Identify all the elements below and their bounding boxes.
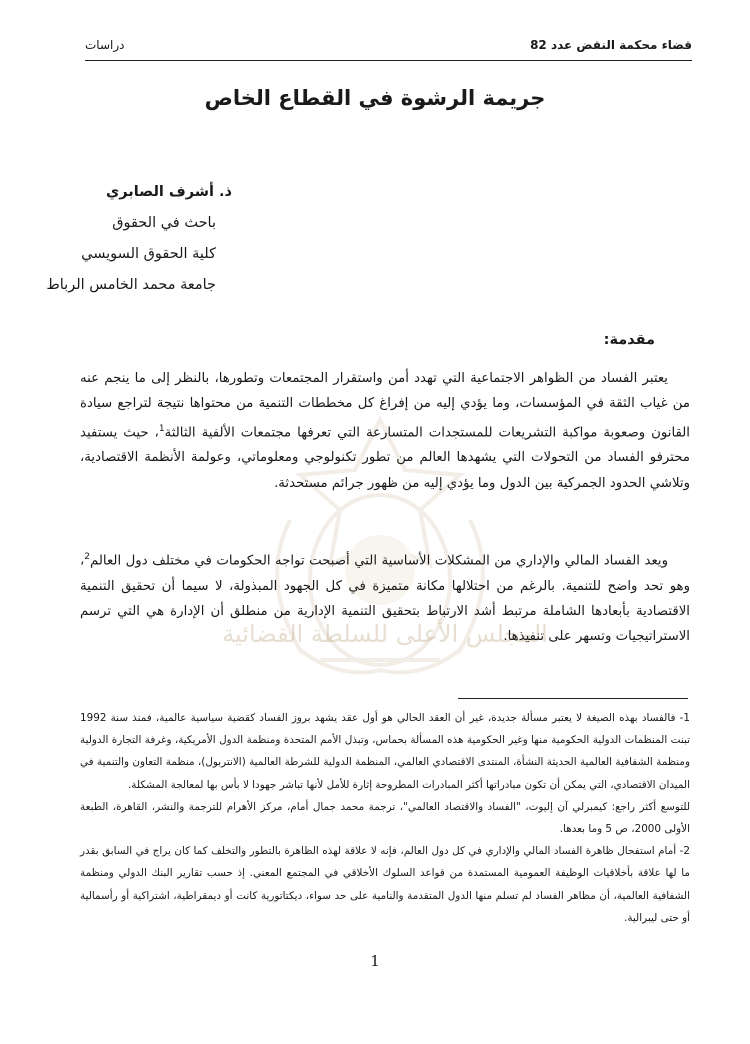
page-number: 1 — [370, 952, 380, 970]
footnote-divider — [458, 698, 688, 699]
author-faculty: كلية الحقوق السويسي — [81, 246, 216, 262]
author-name: ذ. أشرف الصابري — [105, 184, 232, 200]
footnote-ref-1[interactable]: 1 — [158, 423, 165, 434]
section-label: دراسات — [85, 38, 125, 52]
paragraph-2 — [80, 545, 690, 650]
journal-label: قضاء محكمة النقض عدد 82 — [530, 38, 692, 52]
author-university: جامعة محمد الخامس الرباط — [46, 277, 216, 293]
paragraph-1 — [80, 366, 690, 496]
header-divider — [85, 60, 692, 61]
paragraph-2-part-b: ، وهو تحد واضح للتنمية. بالرغم من احتلالها مكانة متميزة في كل الجهود المبذولة، لا سيما أن تحقيق التنمية الاقتصادية بأبعادها الشاملة مرتبط أشد الارتباط بتحقيق التنمية الإدارية من منطلق أن الإدارة هي التي ترسم الاستراتيجيات وتسهر على تنفيذها. — [80, 553, 690, 645]
paragraph-1-part-b: ، حيث يستفيد محترفو الفساد من التحولات التي يشهدها العالم من تطور تكنولوجي ومعلوماتي، وعولمة الأنظمة الاقتصادية، وتلاشي الحدود الجمركية بين الدول وما يؤدي إليه من ظهور جرائم مستحدثة. — [80, 425, 690, 491]
footnote-2: 2- أمام استفحال ظاهرة الفساد المالي والإداري في كل دول العالم، فإنه لا علاقة لهذه الظاهرة بالتطور والتخلف كما كان يراج في السابق بقدر ما لها علاقة بأخلاقيات الوظيفة العمومية المستمدة من قواعد السلوك الأخلاقي في المجتمع المعني. إذ حسب تقارير البنك الدولي ومنظمة الشفافية العالمية، أن مظاهر الفساد لم تسلم منها الدول المتقدمة والنامية على حد سواء، ديكتاتورية كانت أو ديمقراطية، اشتراكية أو رأسمالية أو حتى ليبرالية. — [80, 845, 690, 924]
article-title: جريمة الرشوة في القطاع الخاص — [204, 86, 546, 110]
footnote-ref-2[interactable]: 2 — [84, 552, 91, 562]
watermark-text: المجلس الأعلى للسلطة القضائية — [222, 620, 548, 648]
paragraph-1-part-a: يعتبر الفساد من الظواهر الاجتماعية التي تهدد أمن واستقرار المجتمعات وتطورها، بالنظر إلى ما ينجم عنه من غياب الثقة في المؤسسات، وما يؤدي إليه من إفراغ كل مخططات التنمية من محتواها نتيجة لتراجع سيادة القانون وصعوبة مواكبة التشريعات للمستجدات المتسارعة التي تعرفها مجتمعات الألفية الثالثة — [80, 371, 690, 441]
paragraph-2-part-a: ويعد الفساد المالي والإداري من المشكلات الأساسية التي أصبحت تواجه الحكومات في مختلف دول العالم — [90, 553, 668, 569]
running-header — [85, 38, 692, 52]
intro-heading: مقدمة: — [603, 332, 655, 348]
footnotes — [80, 707, 690, 929]
author-role: باحث في الحقوق — [112, 215, 216, 231]
footnote-1: 1- فالفساد بهذه الصيغة لا يعتبر مسألة جديدة، غير أن العقد الحالي هو أول عقد يشهد بروز الفساد كقضية سياسية عالمية، فمنذ سنة 1992 تبنت المنظمات الدولية الحكومية منها وغير الحكومية هذه المسألة بحماس، وتبذل الأمم المتحدة ومنظمة الدول الأمريكية، وغرفة التجارة الدولية ومنظمة الشفافية العالمية الحديثة النشأة، المنتدى الاقتصادي العالمي، المنظمة الدولية للشرطة العالمية (الانتربول)، منظمة التعاون والتنمية في الميدان الاقتصادي، التي يمكن أن تكون مبادراتها أكثر المبادرات المطروحة إثارة للأمل لأنها تباشر جهودا لا بأس بها لمعالجة المشكلة. — [80, 712, 690, 791]
footnote-1-reference: للتوسع أكثر راجع: كيمبرلي آن إليوت، "الفساد والاقتصاد العالمي"، ترجمة محمد جمال أمام، مركز الأهرام للترجمة والنشر، القاهرة، الطبعة الأولى 2000، ص 5 وما بعدها. — [80, 800, 690, 836]
